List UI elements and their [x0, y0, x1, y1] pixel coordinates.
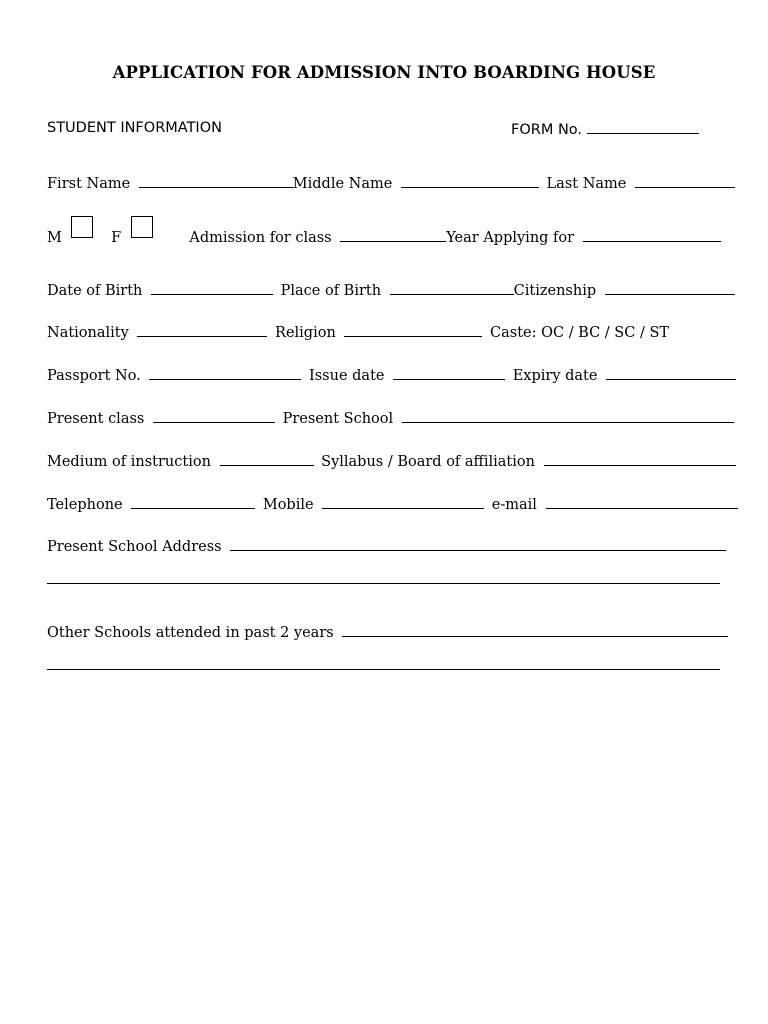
address-row: [47, 537, 721, 555]
passport-label: Passport No.: [47, 368, 141, 384]
dob-field[interactable]: [151, 281, 273, 295]
present-school-field[interactable]: [402, 409, 734, 423]
other-schools-line-2[interactable]: [47, 669, 720, 670]
birth-row: [47, 281, 721, 299]
first-name-label: First Name: [47, 176, 131, 192]
passport-row: [47, 366, 721, 384]
citizenship-label: Citizenship: [513, 283, 597, 299]
email-label: e-mail: [491, 497, 537, 513]
present-class-row: [47, 409, 721, 427]
school-address-line-2[interactable]: [47, 583, 720, 584]
gender-class-row: [47, 216, 721, 246]
medium-label: Medium of instruction: [47, 454, 211, 470]
male-label: M: [47, 230, 62, 246]
form-no-field[interactable]: [587, 120, 699, 134]
section-heading: STUDENT INFORMATION: [47, 120, 222, 136]
school-address-label: Present School Address: [47, 539, 222, 555]
syllabus-label: Syllabus / Board of affiliation: [321, 454, 535, 470]
form-title: APPLICATION FOR ADMISSION INTO BOARDING HOUSE: [112, 63, 656, 82]
place-of-birth-label: Place of Birth: [280, 283, 382, 299]
male-checkbox[interactable]: [71, 216, 93, 238]
syllabus-field[interactable]: [544, 452, 736, 466]
other-schools-row: [47, 623, 721, 641]
year-applying-field[interactable]: [583, 228, 721, 242]
passport-field[interactable]: [149, 366, 301, 380]
first-name-field[interactable]: [139, 174, 293, 188]
female-label: F: [111, 230, 122, 246]
names-row: [47, 174, 721, 192]
middle-name-label: Middle Name: [292, 176, 393, 192]
nationality-row: [47, 323, 721, 341]
other-schools-field[interactable]: [342, 623, 728, 637]
female-checkbox[interactable]: [131, 216, 153, 238]
last-name-field[interactable]: [635, 174, 735, 188]
expiry-date-label: Expiry date: [512, 368, 598, 384]
year-applying-label: Year Applying for: [446, 230, 575, 246]
last-name-label: Last Name: [546, 176, 627, 192]
expiry-date-field[interactable]: [606, 366, 736, 380]
telephone-field[interactable]: [131, 495, 255, 509]
admission-class-label: Admission for class: [189, 230, 332, 246]
middle-name-field[interactable]: [401, 174, 539, 188]
issue-date-field[interactable]: [393, 366, 505, 380]
form-no-label: FORM No.: [511, 122, 583, 138]
section-header-row: [47, 120, 721, 136]
religion-field[interactable]: [344, 323, 482, 337]
other-schools-label: Other Schools attended in past 2 years: [47, 625, 334, 641]
citizenship-field[interactable]: [605, 281, 735, 295]
admission-class-field[interactable]: [340, 228, 446, 242]
present-class-label: Present class: [47, 411, 145, 427]
medium-field[interactable]: [220, 452, 314, 466]
present-class-field[interactable]: [153, 409, 275, 423]
present-school-label: Present School: [282, 411, 394, 427]
place-of-birth-field[interactable]: [390, 281, 514, 295]
caste-label: Caste: OC / BC / SC / ST: [490, 325, 670, 341]
school-address-field[interactable]: [230, 537, 726, 551]
dob-label: Date of Birth: [47, 283, 143, 299]
nationality-field[interactable]: [137, 323, 267, 337]
contact-row: [47, 495, 721, 513]
medium-row: [47, 452, 721, 470]
mobile-field[interactable]: [322, 495, 484, 509]
telephone-label: Telephone: [47, 497, 123, 513]
mobile-label: Mobile: [262, 497, 314, 513]
email-field[interactable]: [546, 495, 738, 509]
issue-date-label: Issue date: [309, 368, 385, 384]
nationality-label: Nationality: [47, 325, 129, 341]
religion-label: Religion: [275, 325, 336, 341]
